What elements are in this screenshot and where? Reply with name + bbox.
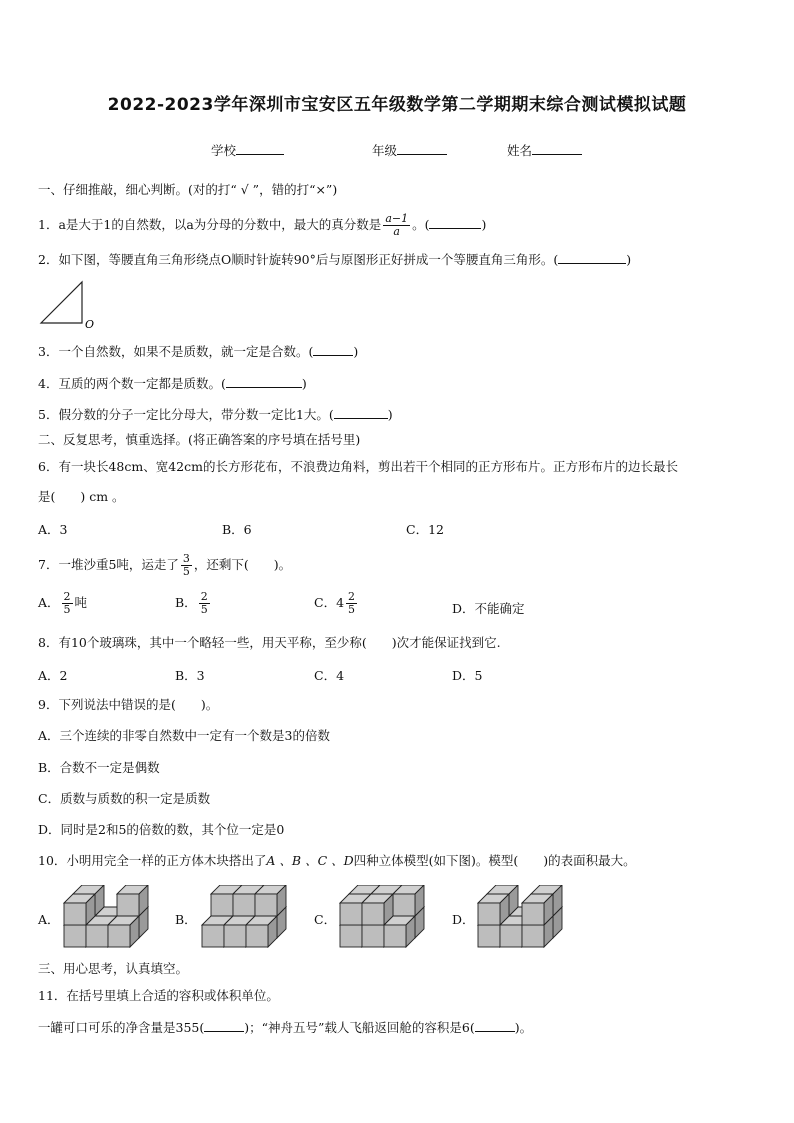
q10-option-b[interactable]: B． [175, 912, 197, 927]
cube [255, 885, 286, 916]
q9-option-b[interactable]: B．合数不一定是偶数 [38, 760, 160, 775]
question-11: 11．在括号里填上合适的容积或体积单位。 [38, 988, 279, 1003]
cube [393, 885, 424, 916]
q6-option-a[interactable]: A．3 [38, 522, 68, 537]
cube [117, 885, 148, 916]
q7-option-b[interactable]: B． $\frac{2}{5}$ [175, 590, 208, 616]
q6-option-b[interactable]: B．6 [222, 522, 252, 537]
q8-option-c[interactable]: C．4 [314, 668, 345, 683]
q10-option-a[interactable]: A． [38, 912, 60, 927]
question-7: 7．一堆沙重5吨，运走了 $\frac{3}{5}$ ，还剩下( )。 [38, 552, 292, 578]
section1-heading: 一、仔细推敲，细心判断。(对的打“ √ ”，错的打“×”) [38, 182, 338, 197]
question-2: 2．如下图，等腰直角三角形绕点O顺时针旋转90°后与原图形正好拼成一个等腰直角三角形。( ) [38, 252, 632, 267]
q8-option-a[interactable]: A．2 [38, 668, 68, 683]
cube [246, 916, 277, 947]
grade-field[interactable]: 年级 [372, 141, 447, 159]
cube [522, 894, 553, 925]
q9-option-c[interactable]: C．质数与质数的积一定是质数 [38, 791, 211, 806]
q9-option-d[interactable]: D．同时是2和5的倍数的数，其个位一定是0 [38, 822, 285, 837]
cube [64, 894, 95, 925]
q8-option-d[interactable]: D．5 [452, 668, 483, 683]
answer-blank[interactable] [226, 375, 302, 388]
question-11-line2: 一罐可口可乐的净含量是355( )；“神舟五号”载人飞船返回舱的容积是6( )。 [38, 1020, 533, 1035]
question-8: 8．有10个玻璃珠，其中一个略轻一些，用天平称，至少称( )次才能保证找到它. [38, 635, 501, 650]
q7-option-a[interactable]: A． $\frac{2}{5}$ 吨 [38, 590, 88, 616]
q7-option-c[interactable]: C．4 $\frac{2}{5}$ [314, 590, 356, 616]
answer-blank[interactable] [313, 343, 353, 356]
q8-option-b[interactable]: B．3 [175, 668, 205, 683]
question-1: 1．a是大于1的自然数，以a为分母的分数中，最大的真分数是 $\frac{a-1}{a}$ 。( ) [38, 212, 487, 238]
question-5: 5．假分数的分子一定比分母大，带分数一定比1大。( ) [38, 407, 393, 422]
q7-option-d[interactable]: D．不能确定 [452, 601, 525, 616]
question-10: 10．小明用完全一样的正方体木块搭出了A 、B 、C 、D四种立体模型(如下图)。模型( )的表面积最大。 [38, 853, 636, 868]
cube-model-a [60, 885, 156, 951]
cube-model-b [198, 885, 294, 951]
question-6-line1: 6．有一块长48cm、宽42cm的长方形花布，不浪费边角料，剪出若干个相同的正方形布片。正方形布片的边长最长 [38, 459, 678, 474]
page-title: 2022-2023学年深圳市宝安区五年级数学第二学期期末综合测试模拟试题 [107, 95, 687, 115]
cube [362, 894, 393, 925]
q6-option-c[interactable]: C．12 [406, 522, 444, 537]
isosceles-right-triangle [41, 282, 82, 323]
cube-model-d [474, 885, 570, 951]
point-o-label: O [85, 318, 95, 330]
cube [478, 894, 509, 925]
q10-option-d[interactable]: D． [452, 912, 475, 927]
section2-heading: 二、反复思考，慎重选择。(将正确答案的序号填在括号里) [38, 432, 361, 447]
question-4: 4．互质的两个数一定都是质数。( ) [38, 376, 307, 391]
cube [108, 916, 139, 947]
q10-option-c[interactable]: C． [314, 912, 337, 927]
answer-blank[interactable] [204, 1019, 244, 1032]
school-field[interactable]: 学校 [211, 141, 284, 159]
question-9: 9．下列说法中错误的是( )。 [38, 697, 219, 712]
fraction: $\frac{a-1}{a}$ [385, 212, 409, 238]
cube-model-c [336, 885, 432, 951]
answer-blank[interactable] [429, 216, 481, 229]
question-6-line2: 是( ) cm 。 [38, 489, 125, 504]
fraction: $\frac{3}{5}$ [182, 552, 190, 578]
q9-option-a[interactable]: A．三个连续的非零自然数中一定有一个数是3的倍数 [38, 728, 330, 743]
answer-blank[interactable] [558, 251, 626, 264]
answer-blank[interactable] [334, 406, 388, 419]
question-3: 3．一个自然数，如果不是质数，就一定是合数。( ) [38, 344, 359, 359]
answer-blank[interactable] [475, 1019, 515, 1032]
name-field[interactable]: 姓名 [507, 141, 582, 159]
section3-heading: 三、用心思考，认真填空。 [38, 961, 189, 976]
triangle-figure [38, 278, 98, 330]
